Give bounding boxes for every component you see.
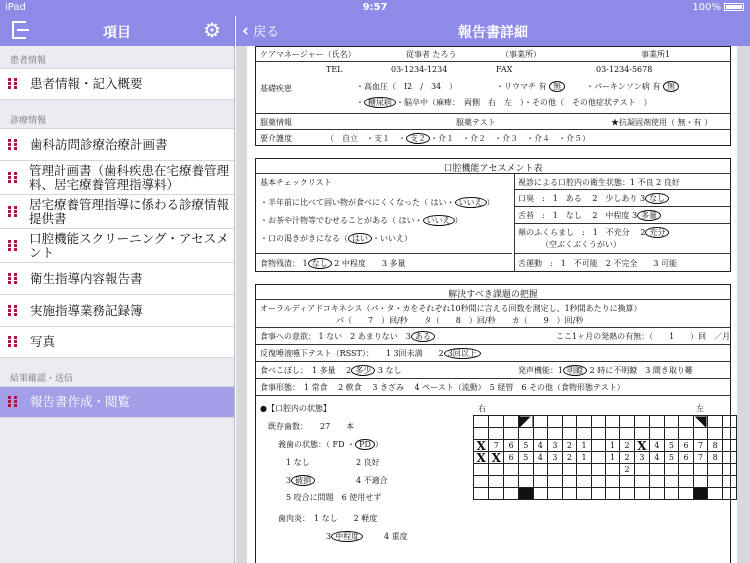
sidebar-item[interactable] <box>0 68 234 100</box>
tooth-cell <box>605 428 620 440</box>
drag-handle-icon[interactable] <box>8 336 18 348</box>
care-manager-label: ケアマネージャー（氏名） <box>260 50 356 59</box>
tooth-cell: 4 <box>533 452 548 464</box>
drag-handle-icon[interactable] <box>8 240 17 252</box>
spillage: 食べこぼし： 1 多量 2 多少 3 なし <box>260 366 402 375</box>
tooth-cell <box>518 416 533 428</box>
tongue-movement: 舌運動 : 1 不可能 2 不完全 3 可能 <box>518 259 678 268</box>
tooth-cell: 7 <box>489 440 504 452</box>
tooth-cell <box>548 476 563 488</box>
right-label: 右 <box>478 404 486 413</box>
tooth-cell <box>474 416 489 428</box>
tooth-cell: 5 <box>664 452 679 464</box>
tooth-cell <box>664 428 679 440</box>
oral-state-title: ●【口腔内の状態】 <box>260 404 331 413</box>
tooth-cell <box>708 476 723 488</box>
denture-opt-2: 2 良好 <box>356 458 380 467</box>
back-label: 戻る <box>253 25 280 40</box>
tooth-cell: 2 <box>620 440 635 452</box>
tooth-cell <box>504 464 519 476</box>
tooth-cell <box>693 464 708 476</box>
drag-handle-icon[interactable] <box>8 172 17 184</box>
sidebar-item[interactable] <box>0 294 234 326</box>
question-2: ・お茶や汁物等でむせることがある（ はい・ いいえ ） <box>260 216 463 225</box>
denture-opt-4: 4 不適合 <box>356 476 388 485</box>
fax-value: 03-1234-5678 <box>596 65 653 74</box>
tooth-cell: 1 <box>577 440 592 452</box>
tooth-cell: 5 <box>518 440 533 452</box>
sidebar-item[interactable] <box>0 228 234 262</box>
tooth-cell <box>504 476 519 488</box>
battery-indicator <box>692 2 744 13</box>
hypertension: ・高血圧（ I2 / 34 ） <box>356 82 458 91</box>
sidebar-item-label: 管理計画書（歯科疾患在宅療養管理料、居宅療養管理指導料） <box>29 162 230 192</box>
assessment-title: 口腔機能アセスメント表 <box>443 164 543 174</box>
sidebar-item-label: 実施指導業務記録簿 <box>30 302 143 318</box>
tooth-cell <box>650 464 665 476</box>
parkinson: ・パーキンソン病 有 無 <box>586 81 679 92</box>
clock: 9:57 <box>362 2 388 13</box>
tooth-cell <box>562 464 577 476</box>
tooth-cell: 3 <box>548 452 563 464</box>
tooth-cell <box>605 464 620 476</box>
sidebar-item-label: 患者情報・記入概要 <box>30 76 143 91</box>
tooth-cell <box>562 488 577 500</box>
tooth-cell <box>504 416 519 428</box>
left-nav-title: 項目 <box>103 25 131 41</box>
tooth-cell <box>679 464 694 476</box>
tooth-cell <box>577 476 592 488</box>
sidebar-section-header: 結果確認・送信 <box>10 374 74 384</box>
tel-label: TEL <box>326 65 343 74</box>
sidebar-item[interactable] <box>0 326 234 358</box>
tooth-cell <box>562 416 577 428</box>
tooth-cell <box>533 428 548 440</box>
denture-opt-5: 5 咬合に問題 6 使用せず <box>286 493 382 502</box>
sidebar-item-label: 居宅療養管理指導に係わる診療情報提供書 <box>29 196 230 226</box>
denture-state: 義歯の状態：（ FD ・ PD ） <box>278 440 383 449</box>
device-label: iPad <box>5 2 26 13</box>
tooth-cell: 2 <box>620 464 635 476</box>
tooth-cell: 4 <box>650 452 665 464</box>
fax-label: FAX <box>496 65 513 74</box>
sidebar-item[interactable] <box>0 194 234 228</box>
battery-percent: 100% <box>692 2 721 13</box>
tooth-cell: 1 <box>605 452 620 464</box>
tooth-cell <box>605 416 620 428</box>
tooth-cell <box>504 428 519 440</box>
left-label: 左 <box>696 404 704 413</box>
tooth-cell <box>722 440 736 452</box>
tooth-cell <box>562 476 577 488</box>
report-detail-title: 報告書詳細 <box>458 25 528 41</box>
drag-handle-icon[interactable] <box>8 305 18 317</box>
tooth-cell <box>591 464 605 476</box>
care-level-label: 要介護度 <box>260 134 292 143</box>
drag-handle-icon[interactable] <box>8 206 17 218</box>
tooth-cell <box>693 428 708 440</box>
tooth-cell <box>489 464 504 476</box>
tooth-cell: X <box>634 440 649 452</box>
tooth-cell <box>533 488 548 500</box>
care-info-table <box>255 46 731 146</box>
tooth-cell: 6 <box>679 452 694 464</box>
tooth-row <box>474 416 737 428</box>
meds-value: 服薬テスト <box>456 118 496 127</box>
tooth-cell <box>722 428 736 440</box>
tooth-cell <box>533 416 548 428</box>
rsst: 反復唾液嚥下テスト（RSST）： 1 3回未満 2 3回以上 <box>260 348 481 359</box>
drag-handle-icon[interactable] <box>8 396 18 408</box>
tooth-cell: 6 <box>504 452 519 464</box>
anticoag: ★抗凝固剤使用（ 無・有 ） <box>611 118 713 127</box>
tooth-cell: 1 <box>577 452 592 464</box>
visual-hygiene: 視診による口腔内の衛生状態：1 不良 2 良好 <box>518 178 680 187</box>
tooth-cell <box>634 416 649 428</box>
tooth-cell <box>548 488 563 500</box>
tooth-cell <box>693 416 708 428</box>
tooth-cell <box>620 488 635 500</box>
diabetes: ・ 糖尿病 ・脳卒中（麻痺： 両側 右 左 ）・その他（ その他症状テスト ） <box>356 98 652 107</box>
tooth-cell: 5 <box>664 440 679 452</box>
tooth-cell <box>679 488 694 500</box>
tooth-cell <box>605 488 620 500</box>
tooth-cell <box>722 488 736 500</box>
question-1: ・半年前に比べて固い物が食べにくくなった（ はい・ いいえ ） <box>260 198 495 207</box>
sidebar-item-label: 写真 <box>30 334 56 349</box>
denture-opt-1: 1 なし <box>286 458 310 467</box>
rheumatism: ・リウマチ 有 無 <box>496 81 565 92</box>
sidebar-item[interactable] <box>0 386 234 418</box>
sidebar-item-label: 報告書作成・閲覧 <box>30 394 131 409</box>
tooth-cell: 4 <box>650 440 665 452</box>
oral-assessment-table <box>255 158 731 272</box>
drag-handle-icon[interactable] <box>8 139 18 151</box>
office-label: （事業所） <box>501 50 541 59</box>
tooth-cell <box>474 428 489 440</box>
tooth-cell <box>591 488 605 500</box>
battery-icon <box>724 3 744 11</box>
tooth-cell <box>620 476 635 488</box>
tooth-row <box>474 488 737 500</box>
tooth-cell <box>634 476 649 488</box>
sidebar-item-label: 口腔機能スクリーニング・アセスメント <box>29 230 229 260</box>
tooth-cell <box>708 416 723 428</box>
tooth-cell: 4 <box>533 440 548 452</box>
tooth-cell <box>650 428 665 440</box>
tooth-row <box>474 464 737 476</box>
tooth-cell <box>548 464 563 476</box>
tooth-cell <box>605 476 620 488</box>
tooth-cell <box>679 416 694 428</box>
tooth-cell <box>577 428 592 440</box>
office-name: 事業所1 <box>641 50 671 59</box>
tooth-cell <box>489 476 504 488</box>
tooth-cell <box>591 416 605 428</box>
sidebar-section-header: 患者情報 <box>10 56 47 66</box>
denture-opt-3: 3 破損 <box>286 475 315 486</box>
fever-count: ここ1ヶ月の発熱の有無：（ 1 ）回 ／月 <box>556 332 731 341</box>
tooth-row <box>474 452 737 464</box>
drag-handle-icon[interactable] <box>8 273 18 285</box>
tooth-cell <box>504 488 519 500</box>
tooth-cell <box>591 440 605 452</box>
status-bar <box>0 0 750 16</box>
tooth-row <box>474 440 737 452</box>
tooth-cell: 7 <box>693 440 708 452</box>
tooth-cell <box>708 464 723 476</box>
tooth-cell <box>708 428 723 440</box>
tooth-cell <box>722 416 736 428</box>
tooth-cell <box>620 428 635 440</box>
tooth-cell <box>664 416 679 428</box>
sidebar-item[interactable] <box>0 160 234 194</box>
appetite: 食事への意欲： 1 ない 2 あまりない 3 ある <box>260 331 435 342</box>
tooth-cell <box>474 464 489 476</box>
tooth-cell <box>650 488 665 500</box>
tooth-cell <box>577 464 592 476</box>
tooth-cell <box>664 464 679 476</box>
tooth-cell <box>650 476 665 488</box>
tooth-cell <box>548 416 563 428</box>
tooth-chart <box>473 415 737 500</box>
tooth-cell <box>518 488 533 500</box>
sidebar <box>0 46 235 563</box>
left-nav-bar <box>0 16 235 46</box>
tooth-cell <box>664 476 679 488</box>
sidebar-item-label: 歯科訪問診療治療計画書 <box>30 136 168 152</box>
gingivitis-3: 3 中程度 <box>326 531 363 542</box>
tooth-cell <box>634 464 649 476</box>
drag-handle-icon[interactable] <box>8 78 18 90</box>
tooth-cell <box>533 476 548 488</box>
tooth-cell: 8 <box>708 440 723 452</box>
tongue-coating: 舌苔 : 1 なし 2 中程度 3 多量 <box>518 210 661 221</box>
tooth-cell <box>591 452 605 464</box>
tooth-cell <box>722 476 736 488</box>
tooth-cell: 6 <box>504 440 519 452</box>
question-3: ・口の渇きがきになる（ はい ・いいえ） <box>260 234 412 243</box>
diet-form: 食事形態： 1 常食 2 軟食 3 きざみ 4 ペースト（流動） 5 経管 6 その他（食物形態テスト） <box>260 383 625 392</box>
existing-teeth: 既存歯数： 27 本 <box>268 422 355 431</box>
tooth-cell: X <box>489 452 504 464</box>
tooth-cell: 6 <box>679 440 694 452</box>
tooth-cell <box>577 416 592 428</box>
diadochokinesis: オーラルディアドコキネシス（パ・タ・カをそれぞれ10秒間に言える回数を測定し、1秒間あたりに換算） <box>260 304 642 313</box>
tel-value: 03-1234-1234 <box>391 65 448 74</box>
tooth-cell <box>591 476 605 488</box>
tooth-cell <box>518 476 533 488</box>
tooth-cell <box>708 488 723 500</box>
tooth-cell <box>634 488 649 500</box>
tooth-cell: 3 <box>634 452 649 464</box>
tooth-cell <box>722 464 736 476</box>
tooth-cell <box>518 464 533 476</box>
tooth-cell <box>474 488 489 500</box>
tooth-row <box>474 476 737 488</box>
sidebar-item[interactable] <box>0 262 234 294</box>
diadochokinesis-values: パ（ 7 ）回/秒 タ（ 8 ）回/秒 カ（ 9 ）回/秒 <box>336 316 584 325</box>
document-viewer[interactable] <box>236 46 750 563</box>
sidebar-item-label: 衛生指導内容報告書 <box>30 270 143 286</box>
tooth-cell: 1 <box>605 440 620 452</box>
disease-label: 基礎疾患 <box>260 84 292 93</box>
tooth-cell: 3 <box>548 440 563 452</box>
tooth-cell: X <box>474 440 489 452</box>
sidebar-section-header: 診療情報 <box>10 116 47 126</box>
tooth-cell <box>489 488 504 500</box>
tooth-cell <box>577 488 592 500</box>
tooth-cell <box>620 416 635 428</box>
tooth-cell <box>562 428 577 440</box>
tooth-row <box>474 428 737 440</box>
tooth-cell: 2 <box>620 452 635 464</box>
tooth-cell <box>634 428 649 440</box>
tooth-cell <box>548 428 563 440</box>
tooth-cell <box>664 488 679 500</box>
meds-label: 服薬情報 <box>260 118 292 127</box>
report-page <box>247 46 737 563</box>
tooth-cell <box>474 476 489 488</box>
tooth-cell <box>693 476 708 488</box>
tooth-cell <box>650 416 665 428</box>
food-residue: 食物残渣： 1 なし 2 中程度 3 多量 <box>260 259 406 268</box>
checklist-label: 基本チェックリスト <box>260 178 332 187</box>
tooth-cell <box>489 416 504 428</box>
tooth-cell <box>679 428 694 440</box>
cheek-note: （空ぶくぶくうがい） <box>541 240 621 249</box>
chevron-left-icon: ‹ <box>242 21 250 41</box>
gingivitis-4: 4 重度 <box>384 532 408 541</box>
tooth-cell <box>722 452 736 464</box>
tooth-cell: X <box>474 452 489 464</box>
right-nav-bar <box>236 16 750 46</box>
tooth-cell <box>693 488 708 500</box>
tooth-cell: 7 <box>693 452 708 464</box>
tooth-cell <box>518 428 533 440</box>
speech-function: 発声機能：1 明瞭 2 時に不明瞭 3 聞き取り難 <box>518 366 693 375</box>
tooth-cell: 2 <box>562 452 577 464</box>
cheek-puff: 頬のふくらまし : 1 不充分 2 充分 <box>518 227 669 238</box>
tooth-cell: 2 <box>562 440 577 452</box>
tooth-cell: 5 <box>518 452 533 464</box>
tooth-cell <box>591 428 605 440</box>
tooth-cell <box>489 428 504 440</box>
care-level-value: （ 自立 ・支１ ・ 支２ ・介１ ・介２ ・介３ ・介４ ・介５） <box>326 134 590 143</box>
halitosis: 口臭 : 1 ある 2 少しあり 3 なし <box>518 193 669 204</box>
tasks-title: 解決すべき課題の把握 <box>448 290 538 300</box>
tooth-cell <box>679 476 694 488</box>
gingivitis: 歯肉炎： 1 なし 2 軽度 <box>278 514 378 523</box>
tooth-cell <box>533 464 548 476</box>
sidebar-item[interactable] <box>0 128 234 160</box>
gear-icon[interactable]: ⚙ <box>203 18 221 42</box>
care-manager-name: 従事者 たろう <box>406 50 457 59</box>
tooth-cell: 8 <box>708 452 723 464</box>
